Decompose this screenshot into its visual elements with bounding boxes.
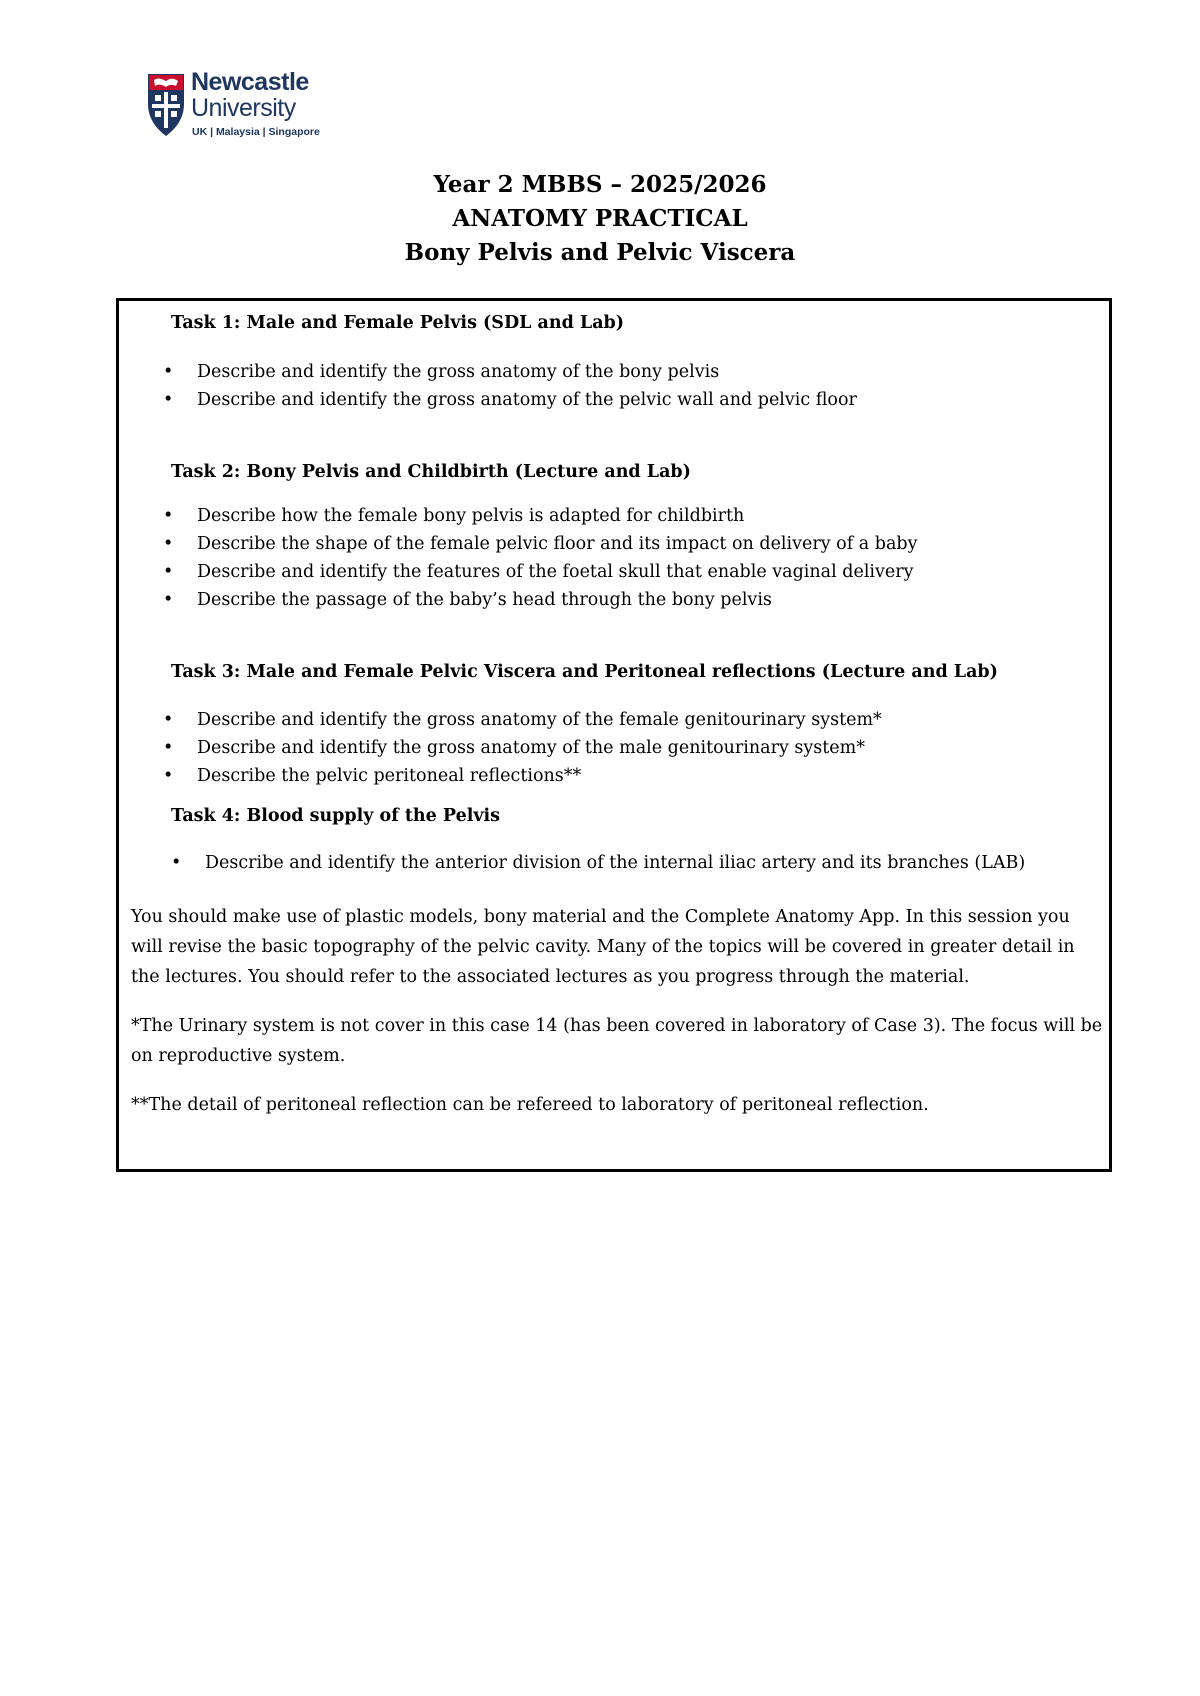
list-item: • Describe and identify the anterior division of the internal iliac artery and its branches (LAB) (167, 849, 1025, 877)
bullet-dot-icon: • (163, 362, 174, 382)
task-1-bullets (159, 358, 857, 414)
bullet-dot-icon: • (163, 766, 174, 786)
tasks-box (116, 298, 1112, 1172)
list-item: • Describe the pelvic peritoneal reflections** (159, 762, 882, 790)
list-item: • Describe and identify the gross anatomy of the female genitourinary system* (159, 706, 882, 734)
title-year: Year 2 MBBS – 2025/2026 (433, 171, 767, 198)
list-item: • Describe the passage of the baby’s head through the bony pelvis (159, 586, 917, 614)
bullet-dot-icon: • (163, 562, 174, 582)
logo-campuses: UK | Malaysia | Singapore (192, 126, 320, 138)
university-logo (146, 68, 336, 140)
list-item: • Describe and identify the gross anatomy of the male genitourinary system* (159, 734, 882, 762)
newcastle-shield-icon (146, 70, 186, 138)
title-topic: Bony Pelvis and Pelvic Viscera (404, 239, 796, 266)
logo-university: University (191, 94, 296, 122)
list-item: • Describe how the female bony pelvis is adapted for childbirth (159, 502, 917, 530)
task-2-heading: Task 2: Bony Pelvis and Childbirth (Lecture and Lab) (171, 462, 691, 482)
task-1-heading: Task 1: Male and Female Pelvis (SDL and Lab) (171, 313, 625, 333)
list-item: • Describe and identify the gross anatomy of the bony pelvis (159, 358, 857, 386)
task-2-bullets (159, 502, 917, 614)
bullet-dot-icon: • (163, 710, 174, 730)
title-practical: ANATOMY PRACTICAL (452, 205, 748, 232)
logo-name: Newcastle (191, 68, 309, 96)
list-item: • Describe the shape of the female pelvic floor and its impact on delivery of a baby (159, 530, 917, 558)
bullet-dot-icon: • (163, 738, 174, 758)
resources-note: You should make use of plastic models, bony material and the Complete Anatomy App. In this session you will revise the basic topography of the pelvic cavity. Many of the topics will be covered in greater detail in the lectures. You should refer to the associated lectures as you progress through the material. (131, 907, 1075, 987)
bullet-dot-icon: • (163, 590, 174, 610)
list-item: • Describe and identify the features of the foetal skull that enable vaginal delivery (159, 558, 917, 586)
bullet-dot-icon: • (163, 534, 174, 554)
task-4-bullets (167, 849, 1025, 877)
task-3-bullets (159, 706, 882, 790)
bullet-dot-icon: • (171, 853, 182, 873)
peritoneal-note: **The detail of peritoneal reflection can be refereed to laboratory of peritoneal reflection. (131, 1095, 929, 1115)
bullet-dot-icon: • (163, 390, 174, 410)
document-title (0, 168, 1200, 270)
list-item: • Describe and identify the gross anatomy of the pelvic wall and pelvic floor (159, 386, 857, 414)
task-3-heading: Task 3: Male and Female Pelvic Viscera and Peritoneal reflections (Lecture and Lab) (171, 662, 998, 682)
urinary-note: *The Urinary system is not cover in this case 14 (has been covered in laboratory of Case 3). The focus will be on reproductive system. (131, 1016, 1103, 1066)
task-4-heading: Task 4: Blood supply of the Pelvis (171, 806, 501, 826)
bullet-dot-icon: • (163, 506, 174, 526)
